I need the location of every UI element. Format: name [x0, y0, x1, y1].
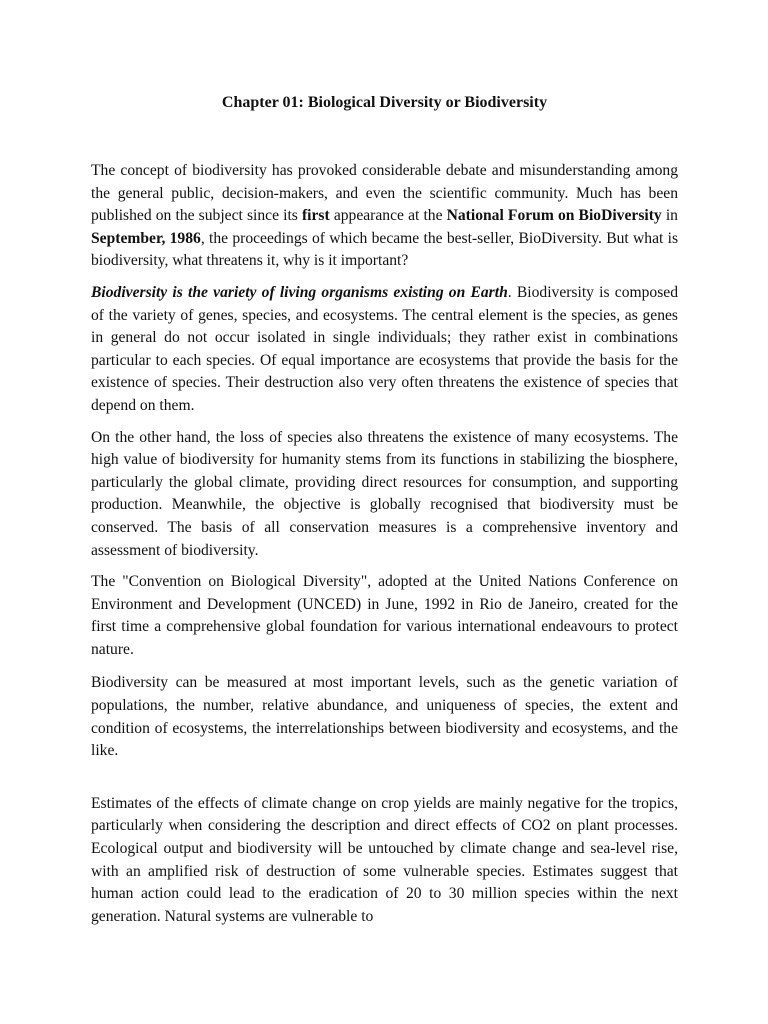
text-run: appearance at the [329, 207, 447, 225]
paragraph-intro [91, 160, 678, 273]
bold-first: first [301, 207, 330, 225]
paragraph-definition [91, 282, 678, 418]
text-run: , the proceedings of which became the best-seller, BioDiversity. But what is biodiversity, what threatens it, why is it important? [91, 229, 679, 270]
paragraph-climate-change: Estimates of the effects of climate change on crop yields are mainly negative for the tropics, particularly when considering the description and direct effects of CO2 on plant processes. Ecological output and biodiversity will be untouched by climate change and sea-level rise, with an amplified risk of destruction of some vulnerable species. Estimates suggest that human action could lead to the eradication of 20 to 30 million species within the next generation. Natural systems are vulnerable to [91, 794, 678, 925]
paragraph-loss-of-species: On the other hand, the loss of species also threatens the existence of many ecosystems. The high value of biodiversity for humanity stems from its functions in stabilizing the biosphere, particularly the global climate, providing direct resources for consumption, and supporting production. Meanwhile, the objective is globally recognised that biodiversity must be conserved. The basis of all conservation measures is a comprehensive inventory and assessment of biodiversity. [91, 428, 678, 559]
bold-national-forum: National Forum on BioDiversity [446, 207, 662, 225]
bold-date: September, 1986 [91, 229, 201, 247]
text-run: in [661, 207, 678, 225]
paragraph-convention: The "Convention on Biological Diversity", adopted at the United Nations Conference on Environment and Development (UNCED) in June, 1992 in Rio de Janeiro, created for the first time a comprehensive global foundation for various international endeavours to protect nature. [91, 573, 678, 658]
paragraph-measurement: Biodiversity can be measured at most important levels, such as the genetic variation of populations, the number, relative abundance, and uniqueness of species, the extent and condition of ecosystems, the interrelationships between biodiversity and ecosystems, and the like. [91, 674, 678, 760]
text-run: . Biodiversity is composed of the variety of genes, species, and ecosystems. The central element is the species, as genes in general do not occur isolated in single individuals; they rather exist in combinations particular to each species. Of equal importance are ecosystems that provide the basis for the existence of species. Their destruction also very often threatens the existence of species that depend on them. [91, 283, 678, 414]
page-title: Chapter 01: Biological Diversity or Biodiversity [221, 94, 548, 111]
text-run: The concept of biodiversity has provoked considerable debate and misunderstanding among the general public, decision-makers, and even the scientific community. Much has been published on the subject since its [91, 162, 678, 225]
definition-lead: Biodiversity is the variety of living organisms existing on Earth [91, 283, 508, 301]
